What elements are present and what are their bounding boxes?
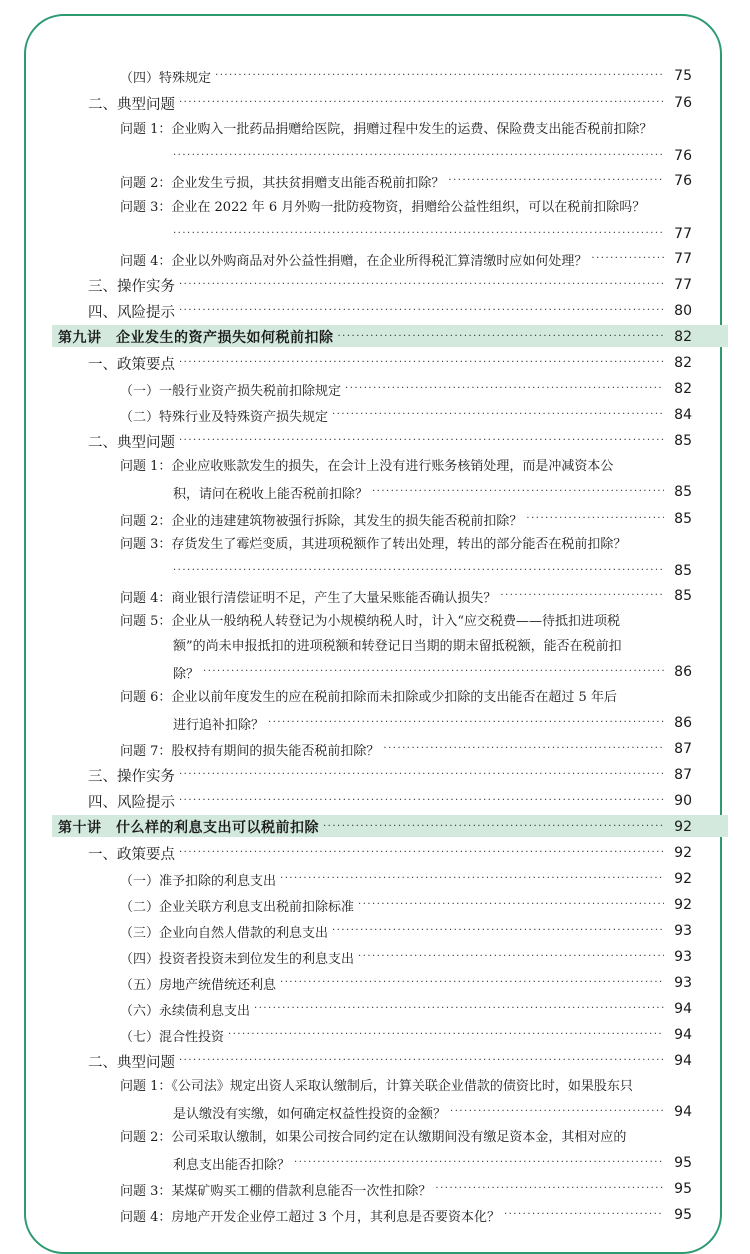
dot-leader [254,997,664,1021]
entry-title: 利息支出能否扣除？ [173,1157,291,1173]
toc-entry[interactable] [0,169,750,193]
dot-leader [268,711,664,735]
page-number: 77 [674,251,692,267]
toc-entry[interactable] [0,533,750,579]
toc-entry[interactable] [0,867,750,891]
dot-leader [280,867,664,891]
entry-title: 问题 2：企业发生亏损，其扶贫捐赠支出能否税前扣除？ [120,175,445,191]
page-number: 75 [674,68,692,84]
toc-entry[interactable] [0,507,750,531]
toc-entry[interactable] [0,429,750,453]
entry-title: 第九讲 企业发生的资产损失如何税前扣除 [58,330,334,346]
entry-title: （一）准予扣除的利息支出 [120,873,277,889]
page-number: 92 [674,897,692,913]
entry-title: 问题 3：企业在 2022 年 6 月外购一批防疫物资，捐赠给公益性组织，可以在税前扣除吗？ [120,200,646,215]
page-number: 92 [674,819,692,835]
toc-entry[interactable] [0,1177,750,1201]
entry-title: 问题 3：存货发生了霉烂变质，其进项税额作了转出处理，转出的部分能否在税前扣除？ [120,537,627,552]
page-number: 94 [674,1027,692,1043]
toc-entry[interactable] [0,91,750,115]
entry-title: 一、政策要点 [88,846,175,863]
toc-entry[interactable] [0,841,750,865]
page-number: 94 [674,1053,692,1069]
dot-leader [338,325,665,349]
page-number: 95 [674,1207,692,1223]
dot-leader [179,299,664,323]
toc-entry[interactable] [0,1126,750,1173]
dot-leader [526,507,664,531]
dot-leader [215,64,664,88]
toc-entry[interactable] [0,919,750,943]
entry-title: （七）混合性投资 [120,1029,225,1045]
page-number: 85 [674,563,692,579]
toc-entry[interactable] [0,737,750,761]
dot-leader [372,480,664,504]
toc-entry[interactable] [0,610,750,682]
entry-title: 二、典型问题 [88,1054,175,1071]
page-number: 92 [674,845,692,861]
entry-title: 四、风险提示 [88,304,175,321]
toc-entry[interactable] [0,455,750,502]
entry-title: 积，请问在税收上能否税前扣除？ [173,486,369,502]
dot-leader [280,971,664,995]
dot-leader [345,377,664,401]
entry-title: 问题 2：公司采取认缴制，如果公司按合同约定在认缴期间没有缴足资本金，其相对应的 [120,1130,627,1145]
toc-entry[interactable] [0,403,750,427]
toc-entry[interactable] [0,763,750,787]
toc-entry[interactable] [0,789,750,813]
entry-title: 三、操作实务 [88,768,175,785]
page-number: 94 [674,1104,692,1120]
entry-title: 问题 1：企业应收账款发生的损失，在会计上没有进行账务核销处理，而是冲减资本公 [120,459,614,474]
entry-title: 问题 7：股权持有期间的损失能否税前扣除？ [120,743,380,759]
dot-leader [358,893,664,917]
entry-title: 额”的尚未申报抵扣的进项税额和转登记日当期的期末留抵税额，能否在税前扣 [173,639,622,654]
entry-title: 四、风险提示 [88,794,175,811]
toc-entry[interactable] [0,118,750,164]
dot-leader [504,1203,664,1227]
entry-title: （六）永续债利息支出 [120,1003,251,1019]
toc-entry[interactable] [0,971,750,995]
page-number: 93 [674,975,692,991]
entry-title: （一）一般行业资产损失税前扣除规定 [120,383,342,399]
dot-leader [173,144,664,168]
page-number: 80 [674,303,692,319]
entry-title: （五）房地产统借统还利息 [120,977,277,993]
toc-entry[interactable] [0,247,750,271]
toc-entry[interactable] [0,1075,750,1122]
page-number: 82 [674,355,692,371]
toc-entry[interactable] [0,1203,750,1227]
dot-leader [173,222,664,246]
dot-leader [323,815,664,839]
dot-leader [450,1100,664,1124]
dot-leader [383,737,664,761]
page-number: 85 [674,433,692,449]
entry-title: 问题 3：某煤矿购买工棚的借款利息能否一次性扣除？ [120,1183,432,1199]
toc-entry[interactable] [0,351,750,375]
entry-title: 问题 1：《公司法》规定出资人采取认缴制后，计算关联企业借款的债资比时，如果股东只 [120,1079,633,1094]
toc-entry[interactable] [0,1023,750,1047]
entry-title: 除？ [173,666,200,682]
page-number: 86 [674,664,692,680]
chapter-row[interactable] [0,815,750,839]
page-number: 85 [674,484,692,500]
page-number: 94 [674,1001,692,1017]
entry-title: 进行追补扣除？ [173,717,265,733]
page-number: 86 [674,715,692,731]
entry-title: （四）投资者投资未到位发生的利息支出 [120,951,355,967]
toc-entry[interactable] [0,997,750,1021]
entry-title: 问题 4：房地产开发企业停工超过 3 个月，其利息是否要资本化？ [120,1209,500,1225]
dot-leader [179,841,664,865]
entry-title: 二、典型问题 [88,96,175,113]
dot-leader [203,660,664,684]
dot-leader [179,429,664,453]
dot-leader [332,919,664,943]
entry-title: （二）企业关联方利息支出税前扣除标准 [120,899,355,915]
dot-leader [179,1049,664,1073]
dot-leader [228,1023,664,1047]
dot-leader [179,91,664,115]
entry-title: 一、政策要点 [88,356,175,373]
toc-entry[interactable] [0,945,750,969]
page-number: 82 [674,329,692,345]
dot-leader [179,763,664,787]
toc-entry[interactable] [0,584,750,608]
page-number: 90 [674,793,692,809]
entry-title: 第十讲 什么样的利息支出可以税前扣除 [58,820,319,836]
entry-title: 问题 4：商业银行清偿证明不足，产生了大量呆账能否确认损失？ [120,590,497,606]
dot-leader [179,273,664,297]
page-number: 76 [674,95,692,111]
page-number: 84 [674,407,692,423]
dot-leader [173,559,664,583]
page-number: 76 [674,148,692,164]
toc-entry[interactable] [0,299,750,323]
page-number: 95 [674,1181,692,1197]
page-number: 77 [674,277,692,293]
entry-title: 是认缴没有实缴，如何确定权益性投资的金额？ [173,1106,447,1122]
dot-leader [358,945,664,969]
toc-entry[interactable] [0,377,750,401]
toc-entry[interactable] [0,686,750,733]
entry-title: 二、典型问题 [88,434,175,451]
entry-title: 问题 1：企业购入一批药品捐赠给医院，捐赠过程中发生的运费、保险费支出能否税前扣除？ [120,122,653,137]
toc-entry[interactable] [0,1049,750,1073]
dot-leader [591,247,664,271]
dot-leader [179,351,664,375]
page-number: 76 [674,173,692,189]
toc-entry[interactable] [0,64,750,88]
page-number: 87 [674,767,692,783]
page-number: 77 [674,226,692,242]
entry-title: 问题 5：企业从一般纳税人转登记为小规模纳税人时，计入“应交税费——待抵扣进项税 [120,614,621,629]
page-number: 85 [674,588,692,604]
page-number: 85 [674,511,692,527]
chapter-row[interactable] [0,325,750,349]
dot-leader [332,403,664,427]
dot-leader [448,169,664,193]
page-number: 92 [674,871,692,887]
page-number: 82 [674,381,692,397]
dot-leader [179,789,664,813]
entry-title: （二）特殊行业及特殊资产损失规定 [120,409,329,425]
dot-leader [435,1177,664,1201]
entry-title: 问题 4：企业以外购商品对外公益性捐赠，在企业所得税汇算清缴时应如何处理？ [120,253,588,269]
entry-title: （四）特殊规定 [120,70,212,86]
toc-entry[interactable] [0,196,750,242]
page-number: 93 [674,923,692,939]
page-number: 93 [674,949,692,965]
entry-title: 三、操作实务 [88,278,175,295]
dot-leader [500,584,664,608]
toc-entry[interactable] [0,273,750,297]
dot-leader [294,1151,664,1175]
page-number: 95 [674,1155,692,1171]
page-number: 87 [674,741,692,757]
entry-title: 问题 6：企业以前年度发生的应在税前扣除而未扣除或少扣除的支出能否在超过 5 年后 [120,690,617,705]
entry-title: 问题 2：企业的违建建筑物被强行拆除，其发生的损失能否税前扣除？ [120,513,523,529]
toc-entry[interactable] [0,893,750,917]
entry-title: （三）企业向自然人借款的利息支出 [120,925,329,941]
